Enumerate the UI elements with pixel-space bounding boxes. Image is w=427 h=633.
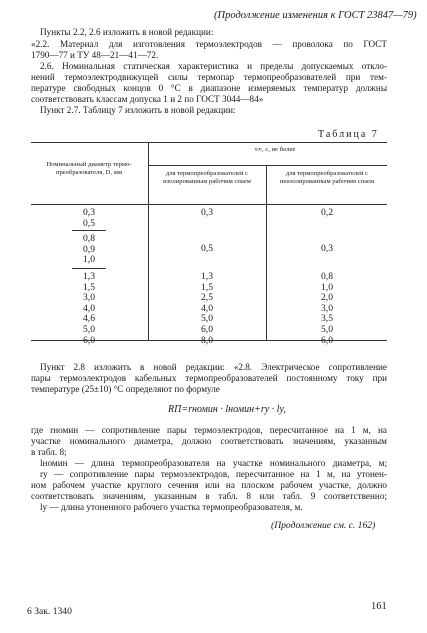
definition-line: ном рабочем участке круглого сечения или на плоском рабочем участке, должно (31, 480, 387, 490)
text-line: пературе свободных концов 0 °С в диапазоне измеряемых температур должны (31, 83, 387, 93)
table-cell: 0,2 (321, 207, 333, 218)
table-rule (148, 165, 387, 166)
text-line: Пункт 2.8 изложить в новой редакции: «2.8. Электрическое сопротивление (40, 362, 387, 372)
table-cell: 1,3 1,5 2,5 4,0 5,0 6,0 8,0 (201, 271, 213, 346)
text-line: 1790—77 и ТУ 48—21—41—72. (31, 50, 159, 60)
table-header-group: τ∞, с, не более (254, 146, 296, 153)
text-line: нений термоэлектродвижущей силы термопар термопреобразователей при тем- (31, 72, 387, 82)
table-rule (266, 165, 267, 340)
definition-line: в табл. 8; (31, 447, 67, 457)
group-separator (72, 268, 106, 269)
table-cell: 1,3 1,5 3,0 4,0 4,6 5,0 6,0 (83, 271, 95, 346)
text-line: Пункт 2.7. Таблицу 7 изложить в новой редакции: (40, 105, 236, 115)
text-line: соответствовать классам допуска 1 и 2 по ГОСТ 3044—84» (31, 94, 264, 104)
table-cell: 0,3 0,5 (83, 207, 95, 229)
definition-line: где rномин — сопротивление пары термоэлектродов, пересчитанное на 1 м, на (31, 425, 387, 435)
table-title: Таблица 7 (318, 129, 379, 140)
definition-line: lу — длина утоненного рабочего участка термопреобразователя, м. (40, 502, 303, 512)
footer-order-number: 6 Зак. 1340 (27, 606, 72, 617)
group-separator (72, 230, 106, 231)
table-cell: 0,3 (201, 207, 213, 218)
text-line: пары термоэлектродов кабельных термопреобразователей постоянному току при (31, 373, 387, 383)
running-header: (Продолжение изменения к ГОСТ 23847—79) (214, 10, 417, 21)
definition-line: соответствовать значениям, указанным в табл. 8 или табл. 9 соответственно; (31, 491, 387, 501)
text-line: температуре (25±10) °С определяют по формуле (31, 384, 220, 394)
text-line: 2.6. Номинальная статическая характеристика и пределы допускаемых откло- (40, 61, 387, 71)
table-header-insulated: для термопреобразователей с изолированным рабочим спаем (163, 170, 251, 185)
page-number: 161 (371, 601, 387, 612)
text-line: Пункты 2.2, 2.6 изложить в новой редакции: (40, 27, 214, 37)
table-rule (148, 142, 149, 340)
table-rule (31, 142, 387, 143)
definition-line: lномин — длина термопреобразователя на участке номинального диаметра, м; (40, 458, 387, 468)
table-rule (31, 204, 387, 205)
table-cell: 0,8 1,0 2,0 3,0 3,5 5,0 6,0 (321, 271, 333, 346)
table-cell: 0,8 0,9 1,0 (83, 233, 95, 266)
table-cell: 0,3 (321, 243, 333, 254)
formula: RП=rномин · lномин+rу · lу, (168, 404, 286, 415)
definition-line: rу — сопротивление пары термоэлектродов, пересчитанное на 1 м, на утонен- (40, 469, 387, 479)
definition-line: участке номинального диаметра, должно соответствовать значениям, указанным (31, 436, 387, 446)
continuation-note: (Продолжение см. с. 162) (271, 520, 376, 531)
text-line: «2.2. Материал для изготовления термоэлектродов — проволока по ГОСТ (31, 39, 387, 49)
table-cell: 0,5 (201, 243, 213, 254)
table-header-uninsulated: для термопреобразователей с неизолированным рабочим спаем (279, 170, 375, 185)
table-header-diameter: Номинальный диаметр термо-преобразователя, D, мм (46, 161, 132, 176)
